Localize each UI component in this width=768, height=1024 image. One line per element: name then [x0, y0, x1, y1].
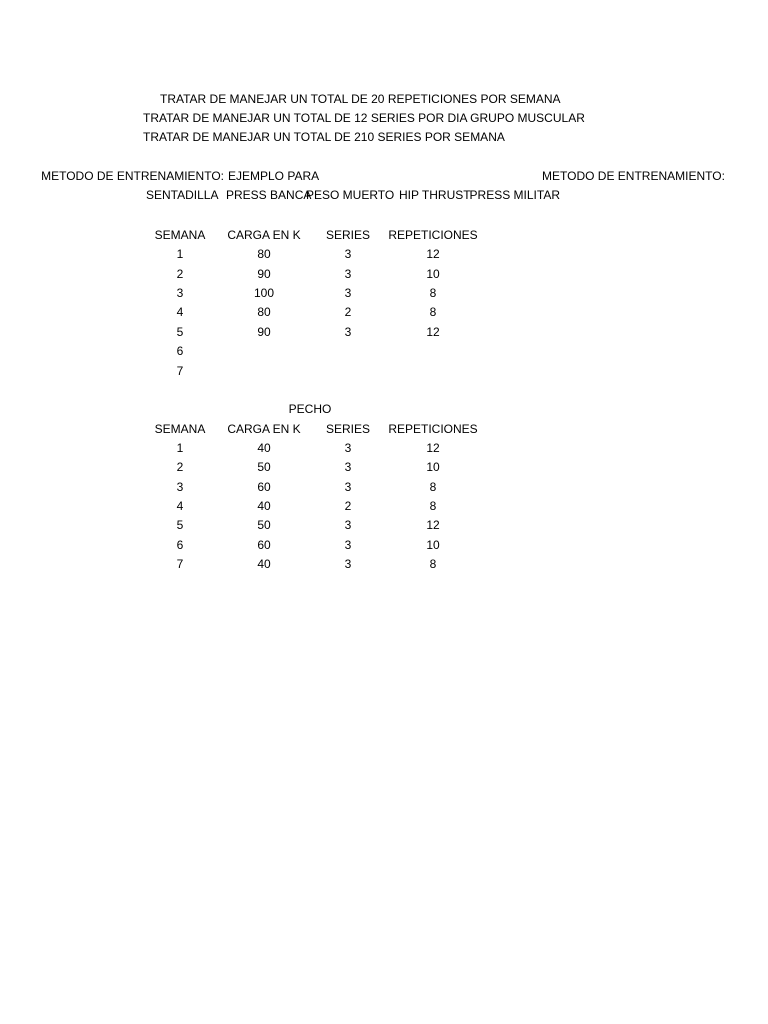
- cell-semana: 3: [176, 286, 184, 300]
- cell-repeticiones: 8: [429, 557, 437, 571]
- cell-carga: 80: [257, 305, 271, 319]
- exercise-press-militar: PRESS MILITAR: [469, 188, 560, 202]
- table2-title: PECHO: [288, 402, 332, 416]
- cell-semana: 5: [176, 518, 184, 532]
- exercise-cell: [146, 187, 226, 205]
- cell-series: 3: [344, 518, 352, 532]
- cell-repeticiones: 10: [426, 460, 440, 474]
- table1-header-series: SERIES: [325, 228, 371, 242]
- cell-series: 3: [344, 460, 352, 474]
- exercise-hip-thrust: HIP THRUST: [399, 188, 471, 202]
- exercise-cell: [304, 187, 395, 205]
- exercise-cell: [226, 187, 312, 205]
- cell-semana: 4: [176, 305, 184, 319]
- table2-header-semana: SEMANA: [154, 422, 206, 436]
- cell-carga: 50: [257, 518, 271, 532]
- exercise-cell: [469, 187, 562, 205]
- cell-series: 3: [344, 325, 352, 339]
- cell-repeticiones: 8: [429, 305, 437, 319]
- cell-carga: 80: [257, 247, 271, 261]
- cell-semana: 4: [176, 499, 184, 513]
- cell-semana: 5: [176, 325, 184, 339]
- cell-series: 3: [344, 480, 352, 494]
- cell-series: 2: [344, 499, 352, 513]
- cell-semana: 7: [176, 557, 184, 571]
- cell-semana: 6: [176, 344, 184, 358]
- exercise-sentadilla: SENTADILLA: [146, 188, 219, 202]
- method-label-right: METODO DE ENTRENAMIENTO:: [542, 169, 725, 183]
- method-example: EJEMPLO PARA: [228, 169, 320, 183]
- cell-semana: 6: [176, 538, 184, 552]
- exercise-press-banca: PRESS BANCA: [226, 188, 312, 202]
- cell-repeticiones: 10: [426, 267, 440, 281]
- cell-repeticiones: 12: [426, 247, 440, 261]
- cell-carga: 50: [257, 460, 271, 474]
- cell-repeticiones: 12: [426, 441, 440, 455]
- cell-carga: 90: [257, 325, 271, 339]
- method-label-cell: [0, 168, 224, 186]
- cell-semana: 2: [176, 267, 184, 281]
- cell-repeticiones: 12: [426, 325, 440, 339]
- method-label: METODO DE ENTRENAMIENTO:: [41, 169, 224, 183]
- cell-series: 3: [344, 441, 352, 455]
- cell-semana: 7: [176, 364, 184, 378]
- cell-carga: 60: [257, 538, 271, 552]
- table1-header-repeticiones: REPETICIONES: [388, 228, 478, 242]
- cell-carga: 40: [257, 557, 271, 571]
- cell-series: 3: [344, 286, 352, 300]
- cell-series: 3: [344, 557, 352, 571]
- cell-semana: 1: [176, 247, 184, 261]
- table2-header-series: SERIES: [325, 422, 371, 436]
- cell-repeticiones: 8: [429, 286, 437, 300]
- instruction-series-per-week: TRATAR DE MANEJAR UN TOTAL DE 210 SERIES POR SEMANA: [143, 130, 505, 144]
- table1-header-carga: CARGA EN K: [227, 228, 301, 242]
- table1-header-semana: SEMANA: [154, 228, 206, 242]
- cell-series: 3: [344, 247, 352, 261]
- cell-repeticiones: 10: [426, 538, 440, 552]
- cell-series: 2: [344, 305, 352, 319]
- cell-repeticiones: 8: [429, 499, 437, 513]
- table2-header-carga: CARGA EN K: [227, 422, 301, 436]
- method-label-right-cell: [542, 168, 725, 186]
- cell-carga: 40: [257, 499, 271, 513]
- cell-repeticiones: 8: [429, 480, 437, 494]
- cell-carga: 40: [257, 441, 271, 455]
- instruction-reps: TRATAR DE MANEJAR UN TOTAL DE 20 REPETICIONES POR SEMANA: [160, 92, 561, 106]
- cell-repeticiones: 12: [426, 518, 440, 532]
- cell-semana: 1: [176, 441, 184, 455]
- cell-carga: 100: [253, 286, 275, 300]
- cell-carga: 90: [257, 267, 271, 281]
- exercise-cell: [396, 187, 476, 205]
- cell-series: 3: [344, 267, 352, 281]
- exercise-peso-muerto: PESO MUERTO: [306, 188, 395, 202]
- cell-carga: 60: [257, 480, 271, 494]
- instruction-series-per-day: TRATAR DE MANEJAR UN TOTAL DE 12 SERIES POR DIA GRUPO MUSCULAR: [143, 111, 585, 125]
- cell-series: 3: [344, 538, 352, 552]
- cell-semana: 3: [176, 480, 184, 494]
- table2-header-repeticiones: REPETICIONES: [388, 422, 478, 436]
- cell-semana: 2: [176, 460, 184, 474]
